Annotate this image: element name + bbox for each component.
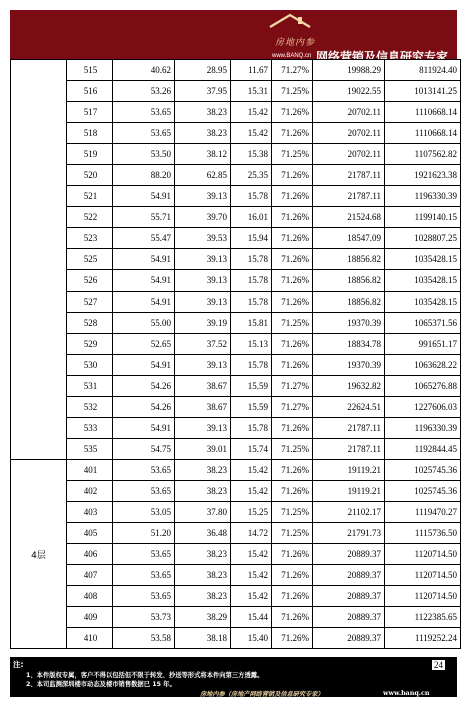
shared-area-cell: 16.01 [231,207,272,228]
efficiency-rate-cell: 71.25% [272,144,313,165]
table-row [11,375,461,396]
room-number-cell: 403 [67,501,113,522]
unit-price-cell: 20889.37 [313,607,385,628]
page-number: 24 [434,660,443,670]
room-number-cell: 516 [67,81,113,102]
inner-area-cell: 37.95 [175,81,231,102]
building-area-cell: 53.58 [113,628,175,649]
building-area-cell: 53.65 [113,544,175,565]
unit-price-cell: 18547.09 [313,228,385,249]
table-row [11,480,461,501]
room-number-cell: 405 [67,523,113,544]
efficiency-rate-cell: 71.27% [272,375,313,396]
unit-price-cell: 21787.11 [313,186,385,207]
table-row [11,628,461,649]
total-price-cell: 1025745.36 [385,480,461,501]
total-price-cell: 1065371.56 [385,312,461,333]
inner-area-cell: 36.48 [175,523,231,544]
inner-area-cell: 39.13 [175,291,231,312]
efficiency-rate-cell: 71.26% [272,607,313,628]
unit-price-cell: 18856.82 [313,249,385,270]
unit-price-cell: 19119.21 [313,480,385,501]
building-area-cell: 53.65 [113,480,175,501]
building-area-cell: 54.75 [113,438,175,459]
table-row [11,354,461,375]
table-row [11,333,461,354]
inner-area-cell: 38.18 [175,628,231,649]
shared-area-cell: 15.42 [231,480,272,501]
total-price-cell: 1199140.15 [385,207,461,228]
efficiency-rate-cell: 71.25% [272,81,313,102]
inner-area-cell: 38.67 [175,375,231,396]
inner-area-cell: 39.13 [175,186,231,207]
efficiency-rate-cell: 71.26% [272,628,313,649]
efficiency-rate-cell: 71.26% [272,480,313,501]
efficiency-rate-cell: 71.25% [272,438,313,459]
total-price-cell: 811924.40 [385,60,461,81]
total-price-cell: 1035428.15 [385,291,461,312]
room-number-cell: 535 [67,438,113,459]
shared-area-cell: 15.42 [231,586,272,607]
unit-price-cell: 21791.73 [313,523,385,544]
table-row [11,186,461,207]
unit-price-cell: 21787.11 [313,165,385,186]
building-area-cell: 88.20 [113,165,175,186]
room-number-cell: 523 [67,228,113,249]
building-area-cell: 55.00 [113,312,175,333]
shared-area-cell: 15.42 [231,123,272,144]
building-area-cell: 53.65 [113,586,175,607]
efficiency-rate-cell: 71.26% [272,565,313,586]
room-number-cell: 518 [67,123,113,144]
total-price-cell: 1122385.65 [385,607,461,628]
unit-price-cell: 20889.37 [313,565,385,586]
unit-price-cell: 20889.37 [313,586,385,607]
inner-area-cell: 62.85 [175,165,231,186]
inner-area-cell: 38.23 [175,102,231,123]
table-row [11,523,461,544]
shared-area-cell: 15.42 [231,102,272,123]
room-number-cell: 529 [67,333,113,354]
inner-area-cell: 39.19 [175,312,231,333]
unit-price-cell: 18834.78 [313,333,385,354]
shared-area-cell: 15.78 [231,354,272,375]
table-body [11,60,461,649]
total-price-cell: 1115736.50 [385,523,461,544]
shared-area-cell: 15.78 [231,291,272,312]
unit-price-cell: 19119.21 [313,459,385,480]
table-row [11,459,461,480]
inner-area-cell: 39.01 [175,438,231,459]
shared-area-cell: 15.78 [231,417,272,438]
inner-area-cell: 39.13 [175,270,231,291]
inner-area-cell: 39.13 [175,417,231,438]
unit-price-cell: 20889.37 [313,628,385,649]
total-price-cell: 1120714.50 [385,565,461,586]
shared-area-cell: 15.74 [231,438,272,459]
shared-area-cell: 15.44 [231,607,272,628]
room-number-cell: 520 [67,165,113,186]
unit-price-table [10,59,461,649]
total-price-cell: 1227606.03 [385,396,461,417]
room-number-cell: 409 [67,607,113,628]
shared-area-cell: 15.42 [231,544,272,565]
floor-cell-blank [11,60,67,460]
unit-price-cell: 22624.51 [313,396,385,417]
unit-price-cell: 21102.17 [313,501,385,522]
efficiency-rate-cell: 71.26% [272,354,313,375]
table-row [11,501,461,522]
shared-area-cell: 15.81 [231,312,272,333]
room-number-cell: 401 [67,459,113,480]
total-price-cell: 1120714.50 [385,544,461,565]
building-area-cell: 54.91 [113,354,175,375]
efficiency-rate-cell: 71.26% [272,291,313,312]
table-row [11,270,461,291]
table-row [11,60,461,81]
unit-price-cell: 19370.39 [313,354,385,375]
shared-area-cell: 15.78 [231,249,272,270]
unit-price-cell: 20702.11 [313,144,385,165]
total-price-cell: 1035428.15 [385,270,461,291]
room-number-cell: 532 [67,396,113,417]
room-number-cell: 531 [67,375,113,396]
efficiency-rate-cell: 71.26% [272,165,313,186]
building-area-cell: 54.91 [113,291,175,312]
building-area-cell: 51.20 [113,523,175,544]
inner-area-cell: 39.13 [175,354,231,375]
table-row [11,607,461,628]
unit-price-cell: 19632.82 [313,375,385,396]
unit-price-cell: 20889.37 [313,544,385,565]
inner-area-cell: 38.23 [175,544,231,565]
inner-area-cell: 38.23 [175,459,231,480]
building-area-cell: 53.26 [113,81,175,102]
building-area-cell: 53.50 [113,144,175,165]
building-area-cell: 54.91 [113,270,175,291]
notes-line-2: 2、本司监测深圳楼市动态及楼市销售数据已 15 年。 [26,681,176,688]
floor-label-cell: 4层 [11,459,67,648]
unit-price-cell: 18856.82 [313,270,385,291]
efficiency-rate-cell: 71.26% [272,249,313,270]
building-area-cell: 55.71 [113,207,175,228]
total-price-cell: 1013141.25 [385,81,461,102]
efficiency-rate-cell: 71.25% [272,312,313,333]
room-number-cell: 519 [67,144,113,165]
room-number-cell: 533 [67,417,113,438]
room-number-cell: 530 [67,354,113,375]
total-price-cell: 1921623.38 [385,165,461,186]
total-price-cell: 1120714.50 [385,586,461,607]
room-number-cell: 407 [67,565,113,586]
unit-price-cell: 20702.11 [313,123,385,144]
efficiency-rate-cell: 71.26% [272,544,313,565]
inner-area-cell: 38.23 [175,565,231,586]
unit-price-cell: 19022.55 [313,81,385,102]
total-price-cell: 1110668.14 [385,102,461,123]
table-row [11,249,461,270]
building-area-cell: 54.26 [113,396,175,417]
table-row [11,123,461,144]
table-row [11,396,461,417]
header-title: 网络营销及信息研究专家 [316,50,449,64]
brand-url: www.BANQ.cn [272,53,312,59]
building-area-cell: 53.65 [113,123,175,144]
efficiency-rate-cell: 71.26% [272,186,313,207]
building-area-cell: 55.47 [113,228,175,249]
total-price-cell: 1025745.36 [385,459,461,480]
room-number-cell: 526 [67,270,113,291]
building-area-cell: 54.91 [113,186,175,207]
efficiency-rate-cell: 71.26% [272,207,313,228]
shared-area-cell: 15.78 [231,186,272,207]
total-price-cell: 1119252.24 [385,628,461,649]
inner-area-cell: 38.23 [175,123,231,144]
total-price-cell: 1196330.39 [385,186,461,207]
efficiency-rate-cell: 71.25% [272,523,313,544]
total-price-cell: 991651.17 [385,333,461,354]
total-price-cell: 1063628.22 [385,354,461,375]
building-area-cell: 54.26 [113,375,175,396]
inner-area-cell: 39.13 [175,249,231,270]
unit-price-cell: 21787.11 [313,438,385,459]
shared-area-cell: 15.31 [231,81,272,102]
building-area-cell: 54.91 [113,417,175,438]
efficiency-rate-cell: 71.26% [272,123,313,144]
unit-price-cell: 21524.68 [313,207,385,228]
total-price-cell: 1196330.39 [385,417,461,438]
brand-name: 房地内参 [275,38,316,48]
total-price-cell: 1110668.14 [385,123,461,144]
table-row [11,228,461,249]
table-row [11,144,461,165]
inner-area-cell: 38.23 [175,586,231,607]
shared-area-cell: 15.94 [231,228,272,249]
efficiency-rate-cell: 71.26% [272,102,313,123]
table-row [11,586,461,607]
shared-area-cell: 15.59 [231,396,272,417]
efficiency-rate-cell: 71.26% [272,228,313,249]
shared-area-cell: 15.42 [231,565,272,586]
unit-price-cell: 19988.29 [313,60,385,81]
total-price-cell: 1035428.15 [385,249,461,270]
table-row [11,544,461,565]
room-number-cell: 406 [67,544,113,565]
efficiency-rate-cell: 71.26% [272,417,313,438]
room-number-cell: 408 [67,586,113,607]
inner-area-cell: 28.95 [175,60,231,81]
footer-url: www.banq.cn [383,689,430,697]
footer-brand: 房地内参（房地产网络营销及信息研究专家） [200,691,324,698]
inner-area-cell: 38.67 [175,396,231,417]
efficiency-rate-cell: 71.26% [272,586,313,607]
table-row [11,565,461,586]
inner-area-cell: 38.12 [175,144,231,165]
table-row [11,207,461,228]
room-number-cell: 525 [67,249,113,270]
efficiency-rate-cell: 71.27% [272,60,313,81]
building-area-cell: 54.91 [113,249,175,270]
shared-area-cell: 11.67 [231,60,272,81]
room-number-cell: 527 [67,291,113,312]
header-banner [10,10,457,64]
building-area-cell: 53.05 [113,501,175,522]
table-row [11,81,461,102]
total-price-cell: 1028807.25 [385,228,461,249]
inner-area-cell: 37.52 [175,333,231,354]
inner-area-cell: 38.29 [175,607,231,628]
unit-price-cell: 20702.11 [313,102,385,123]
efficiency-rate-cell: 71.26% [272,459,313,480]
notes-line-1: 1、本件版权专属，客户不得以包括但不限于转发、抄送等形式将本件向第三方透露。 [26,672,264,679]
shared-area-cell: 15.13 [231,333,272,354]
room-number-cell: 521 [67,186,113,207]
shared-area-cell: 25.35 [231,165,272,186]
room-number-cell: 402 [67,480,113,501]
room-number-cell: 528 [67,312,113,333]
unit-price-cell: 21787.11 [313,417,385,438]
unit-price-cell: 19370.39 [313,312,385,333]
building-area-cell: 40.62 [113,60,175,81]
building-area-cell: 52.65 [113,333,175,354]
table-row [11,417,461,438]
shared-area-cell: 15.40 [231,628,272,649]
unit-price-cell: 18856.82 [313,291,385,312]
efficiency-rate-cell: 71.26% [272,270,313,291]
building-area-cell: 53.65 [113,459,175,480]
shared-area-cell: 15.78 [231,270,272,291]
table-row [11,438,461,459]
shared-area-cell: 15.42 [231,459,272,480]
inner-area-cell: 38.23 [175,480,231,501]
table-row [11,312,461,333]
inner-area-cell: 39.70 [175,207,231,228]
table-row [11,291,461,312]
notes-label: 注: [13,660,24,669]
inner-area-cell: 39.53 [175,228,231,249]
efficiency-rate-cell: 71.25% [272,501,313,522]
total-price-cell: 1107562.82 [385,144,461,165]
shared-area-cell: 15.38 [231,144,272,165]
efficiency-rate-cell: 71.26% [272,333,313,354]
inner-area-cell: 37.80 [175,501,231,522]
total-price-cell: 1119470.27 [385,501,461,522]
shared-area-cell: 15.25 [231,501,272,522]
shared-area-cell: 15.59 [231,375,272,396]
table-row [11,102,461,123]
efficiency-rate-cell: 71.27% [272,396,313,417]
shared-area-cell: 14.72 [231,523,272,544]
building-area-cell: 53.73 [113,607,175,628]
room-number-cell: 515 [67,60,113,81]
room-number-cell: 522 [67,207,113,228]
total-price-cell: 1192844.45 [385,438,461,459]
room-number-cell: 517 [67,102,113,123]
total-price-cell: 1065276.88 [385,375,461,396]
room-number-cell: 410 [67,628,113,649]
table-row [11,165,461,186]
building-area-cell: 53.65 [113,565,175,586]
building-area-cell: 53.65 [113,102,175,123]
notes-section [10,657,457,697]
